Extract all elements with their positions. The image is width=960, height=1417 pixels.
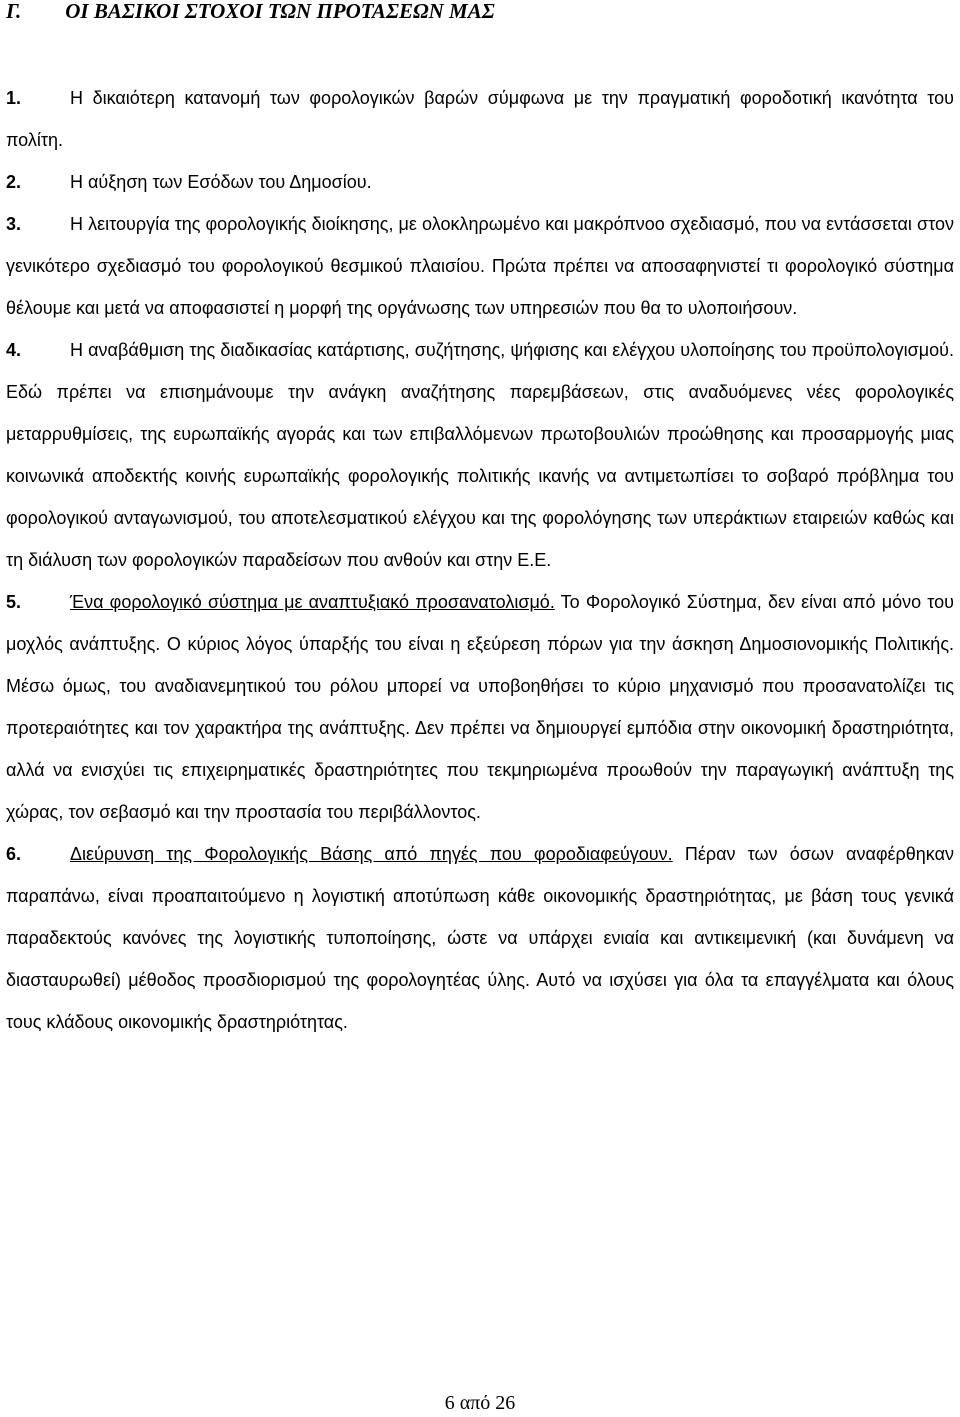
item-number: 3. [6,214,22,234]
list-item-1 [6,77,954,161]
list-item-6 [6,833,954,1043]
list-item-2 [6,161,954,203]
section-letter: Γ. [6,0,22,23]
item-text: Η λειτουργία της φορολογικής διοίκησης, με ολοκληρωμένο και μακρόπνοο σχεδιασμό, που να εντάσσεται στον γενικότερο σχεδιασμό του φορολογικού θεσμικού πλαισίου. Πρώτα πρέπει να αποσαφηνιστεί τι φορολογικό σύστημα θέλουμε και μετά να αποφασιστεί η μορφή της οργάνωσης των υπηρεσιών που θα το υλοποιήσουν. [6,214,954,318]
item-number: 6. [6,844,22,864]
list-item-5 [6,581,954,833]
list-item-3 [6,203,954,329]
document-body [6,77,954,1043]
item-text: Η αναβάθμιση της διαδικασίας κατάρτισης, συζήτησης, ψήφισης και ελέγχου υλοποίησης του προϋπολογισμού. Εδώ πρέπει να επισημάνουμε την ανάγκη αναζήτησης παρεμβάσεων, στις αναδυόμενες νέες φορολογικές μεταρρυθμίσεις, της ευρωπαϊκής αγοράς και των επιβαλλόμενων πρωτοβουλιών προώθησης και προσαρμογής μιας κοινωνικά αποδεκτής κοινής ευρωπαϊκής φορολογικής πολιτικής ικανής να αντιμετωπίσει το σοβαρό πρόβλημα του φορολογικού ανταγωνισμού, του αποτελεσματικού ελέγχου και της φορολόγησης των υπεράκτιων εταιρειών καθώς και τη διάλυση των φορολογικών παραδείσων που ανθούν και στην Ε.Ε. [6,340,954,570]
section-title: ΟΙ ΒΑΣΙΚΟΙ ΣΤΟΧΟΙ ΤΩΝ ΠΡΟΤΑΣΕΩΝ ΜΑΣ [65,0,495,23]
item-underlined-heading: Διεύρυνση της Φορολογικής Βάσης από πηγές που φοροδιαφεύγουν. [70,844,673,864]
page-number: 6 από 26 [444,1392,516,1414]
item-number: 1. [6,88,22,108]
item-number: 5. [6,592,22,612]
item-text: Η δικαιότερη κατανομή των φορολογικών βαρών σύμφωνα με την πραγματική φοροδοτική ικανότητα του πολίτη. [6,88,954,150]
item-number: 2. [6,172,22,192]
section-heading [6,0,495,24]
item-underlined-heading: Ένα φορολογικό σύστημα με αναπτυξιακό προσανατολισμό. [70,592,555,612]
item-text: Η αύξηση των Εσόδων του Δημοσίου. [70,172,372,192]
list-item-4 [6,329,954,581]
item-text: Πέραν των όσων αναφέρθηκαν παραπάνω, είναι προαπαιτούμενο η λογιστική αποτύπωση κάθε οικονομικής δραστηριότητας, με βάση τους γενικά παραδεκτούς κανόνες της λογιστικής τυποποίησης, ώστε να υπάρχει ενιαία και αντικειμενική (και δυνάμενη να διασταυρωθεί) μέθοδος προσδιορισμού της φορολογητέας ύλης. Αυτό να ισχύσει για όλα τα επαγγέλματα και όλους τους κλάδους οικονομικής δραστηριότητας. [6,844,954,1032]
item-number: 4. [6,340,22,360]
item-text: Το Φορολογικό Σύστημα, δεν είναι από μόνο του μοχλός ανάπτυξης. Ο κύριος λόγος ύπαρξής του είναι η εξεύρεση πόρων για την άσκηση Δημοσιονομικής Πολιτικής. Μέσω όμως, του αναδιανεμητικού του ρόλου μπορεί να υποβοηθήσει το κύριο μηχανισμό που προσανατολίζει τις προτεραιότητες και τον χαρακτήρα της ανάπτυξης. Δεν πρέπει να δημιουργεί εμπόδια στην οικονομική δραστηριότητα, αλλά να ενισχύει τις επιχειρηματικές δραστηριότητες που τεκμηριωμένα προωθούν την παραγωγική ανάπτυξη της χώρας, τον σεβασμό και την προστασία του περιβάλλοντος. [6,592,954,822]
